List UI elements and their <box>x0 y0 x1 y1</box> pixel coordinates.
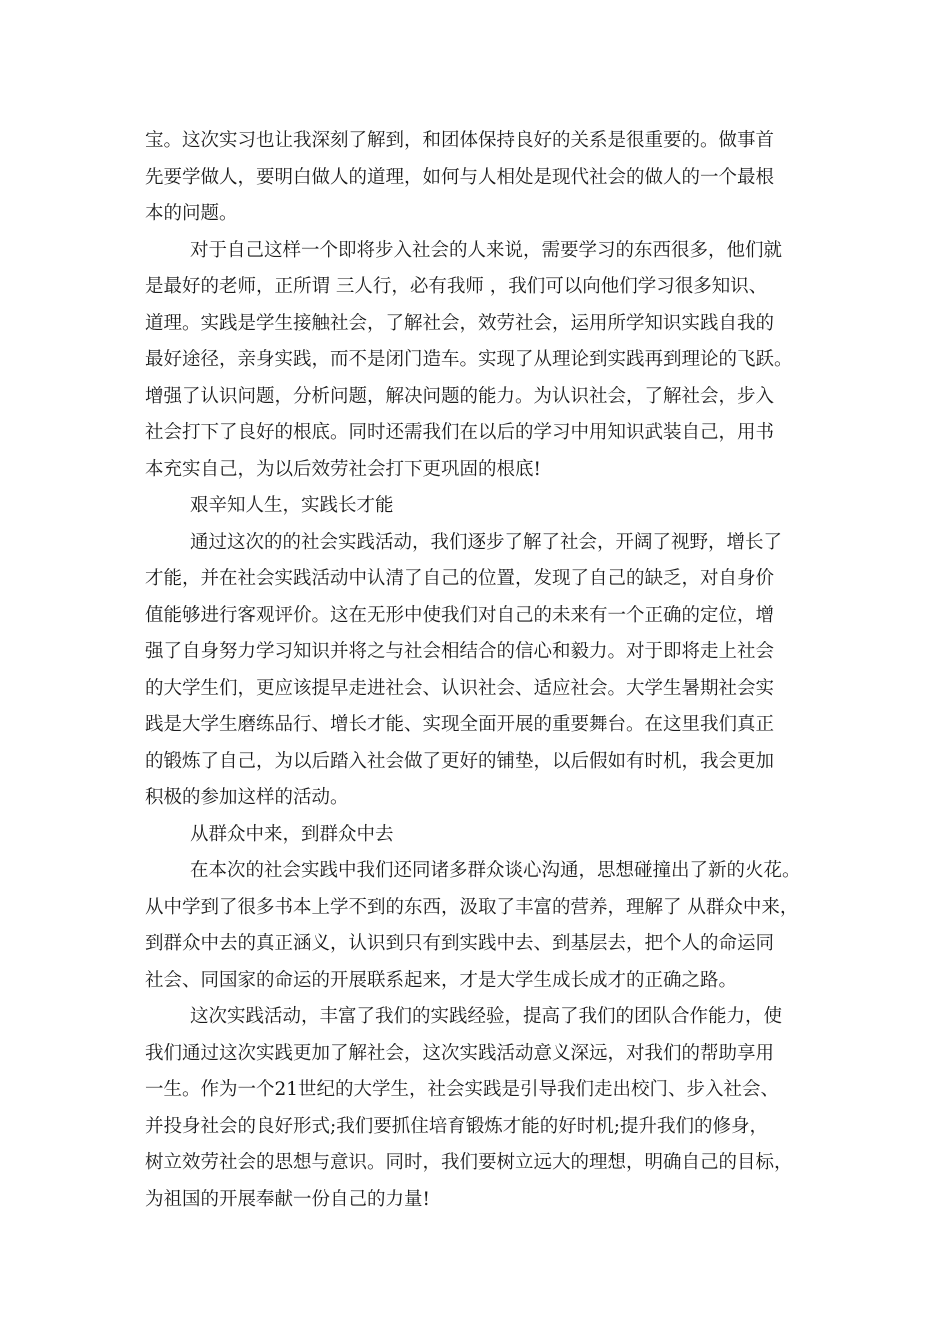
paragraph-start-line: 通过这次的的社会实践活动，我们逐步了解了社会，开阔了视野，增长了 <box>190 531 783 553</box>
text-line: 为祖国的开展奉献一份自己的力量! <box>145 1188 430 1210</box>
text-line: 道理。实践是学生接触社会，了解社会，效劳社会，运用所学知识实践自我的 <box>145 312 775 334</box>
paragraph-start-line: 这次实践活动，丰富了我们的实践经验，提高了我们的团队合作能力，使 <box>190 1006 783 1027</box>
text-line: 才能，并在社会实践活动中认清了自己的位置，发现了自己的缺乏，对自身价 <box>145 568 775 589</box>
text-line: 强了自身努力学习知识并将之与社会相结合的信心和毅力。对于即将走上社会 <box>145 641 775 662</box>
text-line: 增强了认识问题，分析问题，解决问题的能力。为认识社会，了解社会，步入 <box>145 385 775 407</box>
text-line: 到群众中去的真正涵义，认识到只有到实践中去、到基层去，把个人的命运同 <box>145 933 775 954</box>
text-line: 本的问题。 <box>145 203 238 224</box>
text-line: 从中学到了很多书本上学不到的东西，汲取了丰富的营养，理解了 从群众中来， <box>145 896 799 918</box>
text-line: 一生。作为一个21世纪的大学生，社会实践是引导我们走出校门、步入社会、 <box>145 1079 780 1100</box>
text-line: 践是大学生磨练品行、增长才能、实现全面开展的重要舞台。在这里我们真正 <box>145 714 775 735</box>
text-line: 树立效劳社会的思想与意识。同时，我们要树立远大的理想，明确自己的目标， <box>145 1152 793 1173</box>
section-heading: 从群众中来，到群众中去 <box>190 823 394 845</box>
text-line: 社会打下了良好的根底。同时还需我们在以后的学习中用知识武装自己，用书 <box>145 422 775 443</box>
text-line: 并投身社会的良好形式;我们要抓住培育锻炼才能的好时机;提升我们的修身， <box>145 1115 768 1137</box>
text-line: 的锻炼了自己，为以后踏入社会做了更好的铺垫，以后假如有时机，我会更加 <box>145 750 775 772</box>
paragraph-start-line: 在本次的社会实践中我们还同诸多群众谈心沟通，思想碰撞出了新的火花。 <box>190 860 801 881</box>
section-heading: 艰辛知人生，实践长才能 <box>190 495 394 516</box>
text-line: 积极的参加这样的活动。 <box>145 787 349 808</box>
text-line: 最好途径，亲身实践，而不是闭门造车。实现了从理论到实践再到理论的飞跃。 <box>145 349 793 370</box>
text-line: 是最好的老师，正所谓 三人行，必有我师 ，我们可以向他们学习很多知识、 <box>145 276 768 297</box>
text-line: 我们通过这次实践更加了解社会，这次实践活动意义深远，对我们的帮助享用 <box>145 1042 775 1064</box>
text-line: 先要学做人，要明白做人的道理，如何与人相处是现代社会的做人的一个最根 <box>145 166 775 188</box>
text-line: 的大学生们，更应该提早走进社会、认识社会、适应社会。大学生暑期社会实 <box>145 677 775 699</box>
paragraph-start-line: 对于自己这样一个即将步入社会的人来说，需要学习的东西很多，他们就 <box>190 239 783 261</box>
text-line: 值能够进行客观评价。这在无形中使我们对自己的未来有一个正确的定位，增 <box>145 604 775 626</box>
body-text <box>145 123 835 1218</box>
text-line: 本充实自己，为以后效劳社会打下更巩固的根底! <box>145 458 541 480</box>
text-line: 宝。这次实习也让我深刻了解到，和团体保持良好的关系是很重要的。做事首 <box>145 130 775 151</box>
text-line: 社会、同国家的命运的开展联系起来，才是大学生成长成才的正确之路。 <box>145 969 738 991</box>
